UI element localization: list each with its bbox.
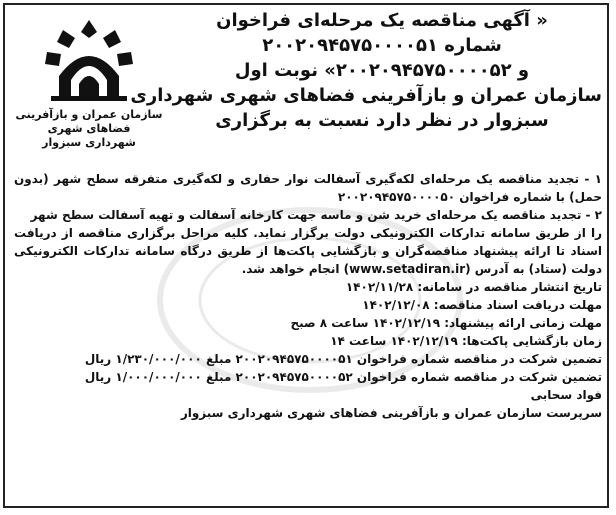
logo-caption-line3: شهرداری سبزوار — [42, 136, 136, 149]
header — [14, 8, 602, 163]
signer-name: فواد سحابی — [530, 388, 602, 402]
document-deadline: مهلت دریافت اسناد مناقصه: ۱۴۰۲/۱۲/۰۸ — [362, 298, 602, 312]
bid-deadline: مهلت زمانی ارائه پیشنهاد: ۱۴۰۲/۱۲/۱۹ ساعت ۸ صبح — [290, 316, 602, 330]
dome-emblem-icon — [41, 18, 137, 104]
tender-item-2: ۲ - تجدید مناقصه یک مرحله‌ای خرید شن و ماسه جهت کارخانه آسفالت و تهیه آسفالت سطح شهر — [30, 208, 602, 222]
headline-line2: شماره ۲۰۰۲۰۹۴۵۷۵۰۰۰۰۵۱ — [262, 35, 502, 56]
tender-item-1: ۱ - تجدید مناقصه یک مرحله‌ای لکه‌گیری آسفالت نوار حفاری و لکه‌گیری متفرقه سطح شهر (بدون حمل) با شماره فراخوان ۲۰۰۲۰۹۴۵۷۵۰۰۰۰۵۰ — [14, 172, 602, 204]
headline-line5: سبزوار در نظر دارد نسبت به برگزاری — [215, 110, 549, 131]
headline-line4: سازمان عمران و بازآفرینی فضاهای شهری شهرداری — [130, 85, 602, 106]
logo-caption-line2: فضاهای شهری — [47, 122, 131, 135]
headline — [130, 8, 602, 133]
opening-time: زمان بازگشایی پاکت‌ها: ۱۴۰۲/۱۲/۱۹ ساعت ۱۴ — [330, 334, 602, 348]
headline-line1: « آگهی مناقصه یک مرحله‌ای فراخوان — [216, 10, 548, 31]
publish-date: تاریخ انتشار مناقصه در سامانه: ۱۴۰۲/۱۱/۲۸ — [345, 280, 602, 294]
signer-title: سرپرست سازمان عمران و بازآفرینی فضاهای شهری شهرداری سبزوار — [180, 406, 602, 420]
guarantee-2: تضمین شرکت در مناقصه شماره فراخوان ۲۰۰۲۰۹۴۵۷۵۰۰۰۰۵۲ مبلغ ۱/۰۰۰/۰۰۰/۰۰۰ ریال — [84, 370, 602, 384]
headline-line3: و ۲۰۰۲۰۹۴۵۷۵۰۰۰۰۵۲» نوبت اول — [234, 60, 530, 81]
guarantee-1: تضمین شرکت در مناقصه شماره فراخوان ۲۰۰۲۰۹۴۵۷۵۰۰۰۰۵۱ مبلغ ۱/۲۳۰/۰۰۰/۰۰۰ ریال — [84, 352, 602, 366]
notice-body — [14, 170, 602, 422]
tender-description: را از طریق سامانه تدارکات الکترونیکی دولت برگزار نماید. کلیه مراحل برگزاری مناقصه از دریافت اسناد تا ارائه پیشنهاد مناقصه‌گران و بازگشایی پاکت‌ها از طریق درگاه سامانه تدارکات الکترونیکی دولت (ستاد) به آدرس (www.setadiran.ir) انجام خواهد شد. — [14, 226, 602, 276]
logo-caption-line1: سازمان عمران و بازآفرینی — [15, 108, 163, 121]
